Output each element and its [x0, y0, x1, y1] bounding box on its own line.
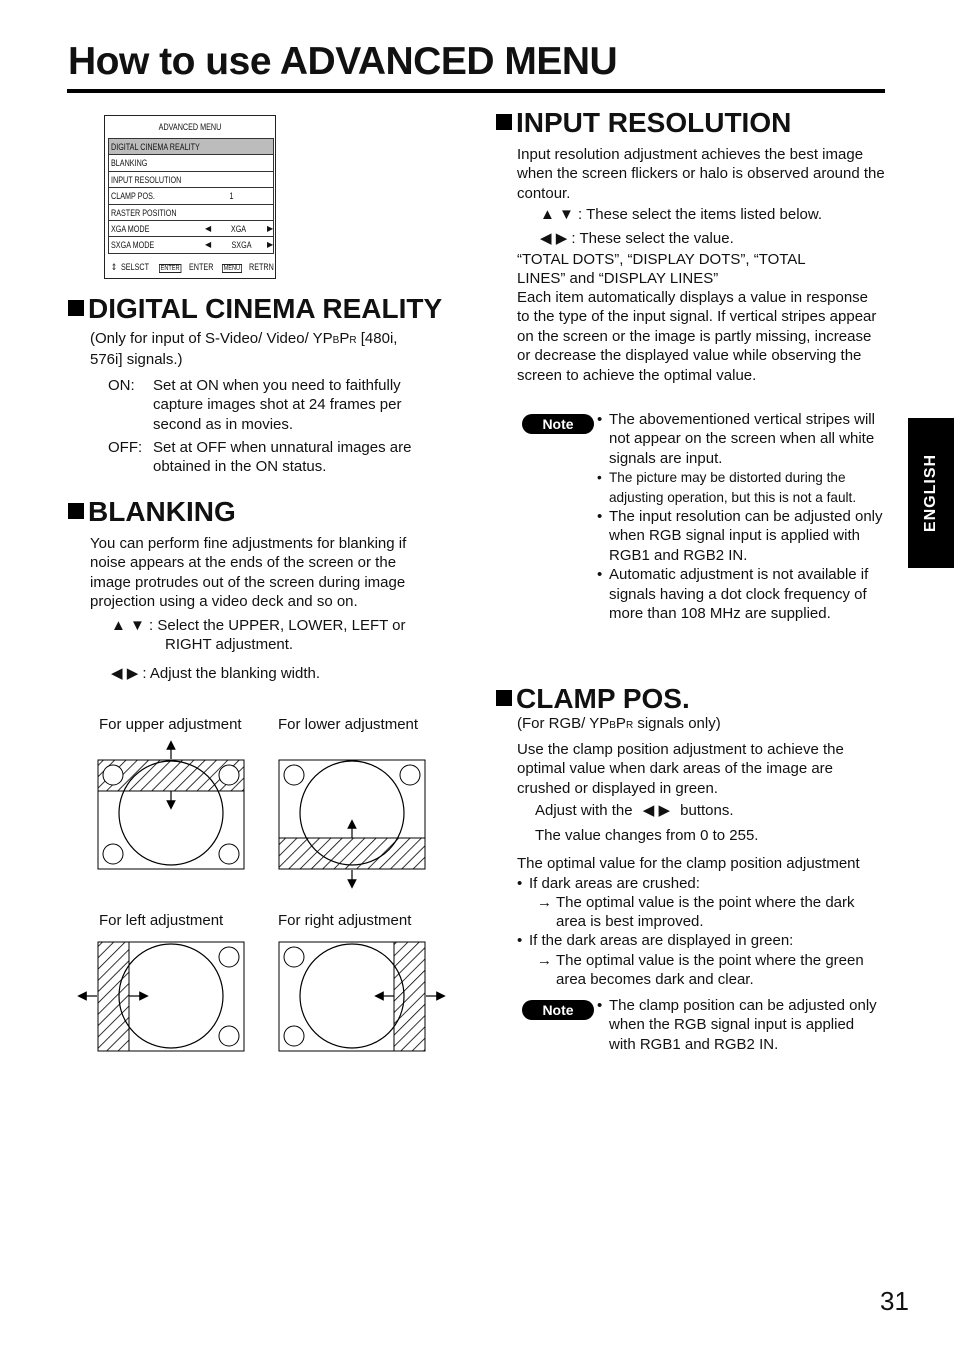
- clamp-case2-result: → The optimal value is the point where the green area becomes dark and clear.: [537, 952, 864, 989]
- clamp-case1: • If dark areas are crushed:: [517, 874, 885, 893]
- osd-footer: ⇕ SELSCT ENTER ENTER MENU RETRN: [111, 262, 274, 272]
- note-badge: Note: [522, 414, 594, 434]
- clamp-body: Use the clamp position adjustment to achieve the optimal value when dark areas of the image are crushed or displayed in green.: [517, 741, 844, 797]
- left-adjustment-diagram: [82, 942, 244, 1051]
- caption-upper: For upper adjustment: [99, 716, 242, 733]
- input-res-lr: ◀ ▶ : These select the value.: [540, 230, 734, 247]
- caption-right: For right adjustment: [278, 912, 412, 929]
- upper-adjustment-diagram: [98, 745, 244, 869]
- square-bullet-icon: [496, 114, 512, 130]
- left-right-triangles-icon: ◀ ▶: [111, 665, 139, 682]
- blanking-body: You can perform fine adjustments for blanking if noise appears at the ends of the screen or the image protrudes out of the screen during image projection using a video deck and so on.: [90, 535, 407, 611]
- clamp-intro: (For RGB/ YPBPR signals only): [517, 715, 721, 732]
- advanced-menu-osd: [104, 115, 276, 279]
- title-rule: [67, 89, 885, 93]
- input-res-body: Input resolution adjustment achieves the best image when the screen flickers or halo is observed around the contour.: [517, 146, 885, 202]
- caption-lower: For lower adjustment: [278, 716, 419, 733]
- clamp-case1-result: → The optimal value is the point where the dark area is best improved.: [537, 894, 855, 931]
- dcr-heading: DIGITAL CINEMA REALITY: [68, 293, 442, 325]
- up-down-triangles-icon: ▲ ▼: [540, 206, 574, 223]
- clamp-optimal: The optimal value for the clamp position adjustment: [517, 855, 860, 872]
- right-triangle-icon: ▶: [267, 223, 274, 233]
- caption-left: For left adjustment: [99, 912, 224, 929]
- osd-rows: [108, 138, 274, 254]
- up-down-triangles-icon: ▲ ▼: [111, 617, 145, 634]
- note-item: • The abovementioned vertical stripes will not appear on the screen when all white signals are input.: [597, 410, 885, 468]
- page-title: How to use ADVANCED MENU: [68, 40, 618, 83]
- clamp-range: The value changes from 0 to 255.: [535, 827, 759, 844]
- square-bullet-icon: [68, 300, 84, 316]
- osd-row-clamp-pos: CLAMP POS. 1: [108, 188, 274, 204]
- note-item: • Automatic adjustment is not available if signals having a dot clock frequency of more than 108 MHz are supplied.: [597, 565, 885, 623]
- input-res-ud: ▲ ▼ : These select the items listed below.: [540, 206, 823, 223]
- input-resolution-heading: INPUT RESOLUTION: [496, 107, 791, 139]
- square-bullet-icon: [68, 503, 84, 519]
- arrow-right-icon: →: [537, 894, 552, 911]
- menu-key-icon: MENU: [223, 265, 240, 272]
- clamp-note: • The clamp position can be adjusted only when the RGB signal input is applied with RGB1 and RGB2 IN.: [597, 996, 877, 1054]
- left-right-triangles-icon: ◀ ▶: [642, 802, 670, 819]
- osd-row-digital-cinema-reality: DIGITAL CINEMA REALITY: [108, 139, 274, 155]
- osd-row-input-resolution: INPUT RESOLUTION: [108, 172, 274, 188]
- osd-title: ADVANCED MENU: [158, 122, 222, 132]
- lower-adjustment-diagram: [279, 760, 425, 884]
- left-triangle-icon: ◀: [205, 223, 212, 233]
- note-badge: Note: [522, 1000, 594, 1020]
- blanking-diagrams: [60, 735, 460, 1065]
- dcr-on: ON: Set at ON when you need to faithfully capture images shot at 24 frames per second as in movies.: [108, 377, 402, 433]
- osd-row-blanking: BLANKING: [108, 155, 274, 171]
- clamp-value: 1: [229, 191, 234, 202]
- note-item: • The picture may be distorted during the adjusting operation, but this is not a fault.: [597, 468, 885, 507]
- osd-row-sxga-mode: SXGA MODE ◀ SXGA ▶: [108, 237, 274, 253]
- left-triangle-icon: ◀: [205, 240, 212, 250]
- clamp-pos-heading: CLAMP POS.: [496, 683, 690, 715]
- osd-row-raster-position: RASTER POSITION: [108, 205, 274, 221]
- language-tab: ENGLISH: [908, 418, 954, 568]
- page-number: 31: [880, 1286, 909, 1316]
- input-res-items: “TOTAL DOTS”, “DISPLAY DOTS”, “TOTAL LINES” and “DISPLAY LINES”: [517, 251, 806, 288]
- blanking-heading: BLANKING: [68, 496, 236, 528]
- clamp-case2: • If the dark areas are displayed in green:: [517, 931, 885, 950]
- right-triangle-icon: ▶: [267, 240, 274, 250]
- up-down-icon: ⇕: [111, 262, 118, 272]
- arrow-right-icon: →: [537, 952, 552, 969]
- note-item: • The input resolution can be adjusted only when RGB signal input is applied with RGB1 and RGB2 IN.: [597, 507, 885, 565]
- square-bullet-icon: [496, 690, 512, 706]
- clamp-adjust: Adjust with the ◀ ▶ buttons.: [535, 802, 734, 819]
- blanking-lr: ◀ ▶ : Adjust the blanking width.: [111, 665, 321, 682]
- left-right-triangles-icon: ◀ ▶: [540, 230, 568, 247]
- enter-key-icon: ENTER: [160, 265, 180, 272]
- blanking-ud: ▲ ▼ : Select the UPPER, LOWER, LEFT or RIGHT adjustment.: [111, 617, 406, 654]
- dcr-intro: (Only for input of S-Video/ Video/ YPBPR [480i, 576i] signals.): [90, 330, 398, 369]
- right-adjustment-diagram: [279, 942, 441, 1051]
- input-res-body2: Each item automatically displays a value in response to the type of the input signal. If vertical stripes appear on the screen or the image is partly missing, increase or decrease the displayed value while observing the screen to achieve the optimal value.: [517, 289, 877, 384]
- osd-row-xga-mode: XGA MODE ◀ XGA ▶: [108, 221, 274, 237]
- input-res-notes: [597, 410, 885, 623]
- dcr-off: OFF: Set at OFF when unnatural images are obtained in the ON status.: [108, 439, 412, 476]
